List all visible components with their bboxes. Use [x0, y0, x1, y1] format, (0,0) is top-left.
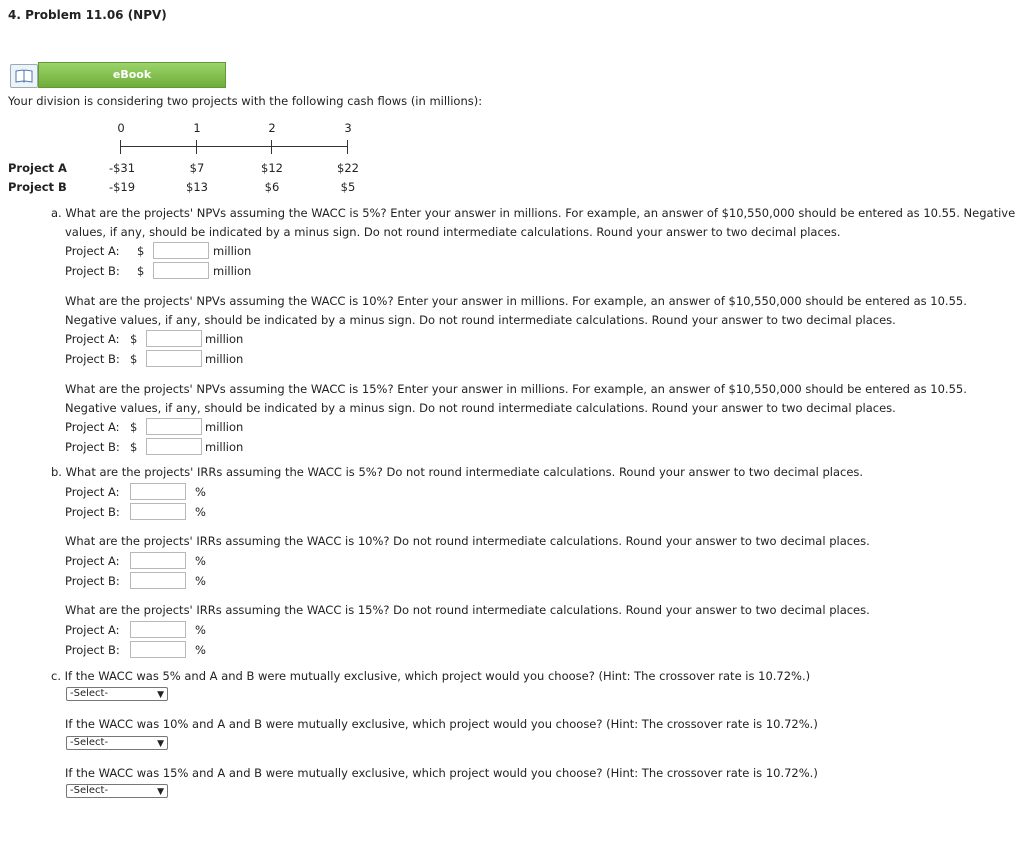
- question-c1: c. If the WACC was 5% and A and B were mutually exclusive, which project would you choose? (Hint: The crossover rate is 10.72%.): [51, 669, 811, 683]
- percent-label: %: [195, 574, 206, 588]
- percent-label: %: [195, 623, 206, 637]
- npv-b-10-input[interactable]: [146, 350, 202, 367]
- cash-flow: $22: [337, 161, 359, 175]
- cash-flow: $7: [189, 161, 205, 175]
- project-b-label: Project B:: [65, 440, 120, 454]
- project-b-label: Project B:: [65, 264, 120, 278]
- unit-label: million: [205, 420, 244, 434]
- period-label: 1: [193, 121, 201, 135]
- timeline-tick: [120, 140, 121, 154]
- irr-b-15-input[interactable]: [130, 641, 186, 658]
- percent-label: %: [195, 643, 206, 657]
- select-value: -Select-: [70, 737, 109, 748]
- question-a1-line1: a. What are the projects' NPVs assuming the WACC is 5%? Enter your answer in millions. For example, an answer of $10,550,000 should be entered as 10.55. Negative: [51, 206, 1016, 220]
- timeline-tick: [196, 140, 197, 154]
- irr-b-5-input[interactable]: [130, 503, 186, 520]
- period-label: 2: [268, 121, 276, 135]
- project-a-label: Project A:: [65, 244, 120, 258]
- currency-symbol: $: [130, 352, 138, 366]
- project-b-label: Project B:: [65, 352, 120, 366]
- cash-flow: -$31: [108, 161, 136, 175]
- project-select-5[interactable]: [66, 687, 168, 701]
- unit-label: million: [213, 244, 252, 258]
- project-select-10[interactable]: [66, 736, 168, 750]
- npv-a-5-input[interactable]: [153, 242, 209, 259]
- project-a-label: Project A:: [65, 623, 120, 637]
- project-b-label: Project B:: [65, 643, 120, 657]
- intro-text: Your division is considering two projects with the following cash flows (in millions):: [8, 94, 483, 108]
- question-a1-line2: values, if any, should be indicated by a minus sign. Do not round intermediate calculations. Round your answer to two decimal places.: [65, 225, 841, 239]
- project-a-label: Project A:: [65, 485, 120, 499]
- currency-symbol: $: [130, 420, 138, 434]
- project-a-label: Project A:: [65, 332, 120, 346]
- book-icon[interactable]: [10, 64, 38, 88]
- chevron-down-icon: ▼: [157, 690, 164, 700]
- timeline-axis: [120, 146, 348, 147]
- question-a2-line1: What are the projects' NPVs assuming the WACC is 10%? Enter your answer in millions. For example, an answer of $10,550,000 should be entered as 10.55.: [65, 294, 967, 308]
- question-a2-line2: Negative values, if any, should be indicated by a minus sign. Do not round intermediate calculations. Round your answer to two decimal places.: [65, 313, 896, 327]
- currency-symbol: $: [130, 440, 138, 454]
- project-b-label: Project B:: [65, 505, 120, 519]
- question-c2: If the WACC was 10% and A and B were mutually exclusive, which project would you choose? (Hint: The crossover rate is 10.72%.): [65, 717, 818, 731]
- irr-b-10-input[interactable]: [130, 572, 186, 589]
- unit-label: million: [205, 440, 244, 454]
- project-a-label: Project A:: [65, 554, 120, 568]
- percent-label: %: [195, 485, 206, 499]
- unit-label: million: [205, 332, 244, 346]
- question-c3: If the WACC was 15% and A and B were mutually exclusive, which project would you choose? (Hint: The crossover rate is 10.72%.): [65, 766, 818, 780]
- cash-flow: -$19: [108, 180, 136, 194]
- question-b2: What are the projects' IRRs assuming the WACC is 10%? Do not round intermediate calculations. Round your answer to two decimal places.: [65, 534, 870, 548]
- percent-label: %: [195, 554, 206, 568]
- cash-flow: $12: [261, 161, 283, 175]
- period-label: 3: [344, 121, 352, 135]
- cash-flow: $5: [340, 180, 356, 194]
- irr-a-10-input[interactable]: [130, 552, 186, 569]
- npv-a-10-input[interactable]: [146, 330, 202, 347]
- ebook-button[interactable]: eBook: [38, 62, 226, 88]
- cash-flow: $13: [186, 180, 208, 194]
- project-b-label: Project B: [8, 180, 67, 194]
- unit-label: million: [213, 264, 252, 278]
- select-value: -Select-: [70, 688, 109, 699]
- irr-a-5-input[interactable]: [130, 483, 186, 500]
- project-b-label: Project B:: [65, 574, 120, 588]
- project-select-15[interactable]: [66, 784, 168, 798]
- currency-symbol: $: [137, 264, 145, 278]
- question-a3-line1: What are the projects' NPVs assuming the WACC is 15%? Enter your answer in millions. For example, an answer of $10,550,000 should be entered as 10.55.: [65, 382, 967, 396]
- timeline-tick: [271, 140, 272, 154]
- unit-label: million: [205, 352, 244, 366]
- question-b3: What are the projects' IRRs assuming the WACC is 15%? Do not round intermediate calculations. Round your answer to two decimal places.: [65, 603, 870, 617]
- chevron-down-icon: ▼: [157, 787, 164, 797]
- cash-flow: $6: [264, 180, 280, 194]
- question-a3-line2: Negative values, if any, should be indicated by a minus sign. Do not round intermediate calculations. Round your answer to two decimal places.: [65, 401, 896, 415]
- percent-label: %: [195, 505, 206, 519]
- question-b1: b. What are the projects' IRRs assuming the WACC is 5%? Do not round intermediate calculations. Round your answer to two decimal places.: [51, 465, 864, 479]
- npv-b-15-input[interactable]: [146, 438, 202, 455]
- select-value: -Select-: [70, 785, 109, 796]
- project-a-label: Project A:: [65, 420, 120, 434]
- npv-b-5-input[interactable]: [153, 262, 209, 279]
- currency-symbol: $: [130, 332, 138, 346]
- irr-a-15-input[interactable]: [130, 621, 186, 638]
- period-label: 0: [117, 121, 125, 135]
- chevron-down-icon: ▼: [157, 739, 164, 749]
- npv-a-15-input[interactable]: [146, 418, 202, 435]
- page-title: 4. Problem 11.06 (NPV): [8, 8, 167, 22]
- currency-symbol: $: [137, 244, 145, 258]
- timeline-tick: [347, 140, 348, 154]
- project-a-label: Project A: [8, 161, 67, 175]
